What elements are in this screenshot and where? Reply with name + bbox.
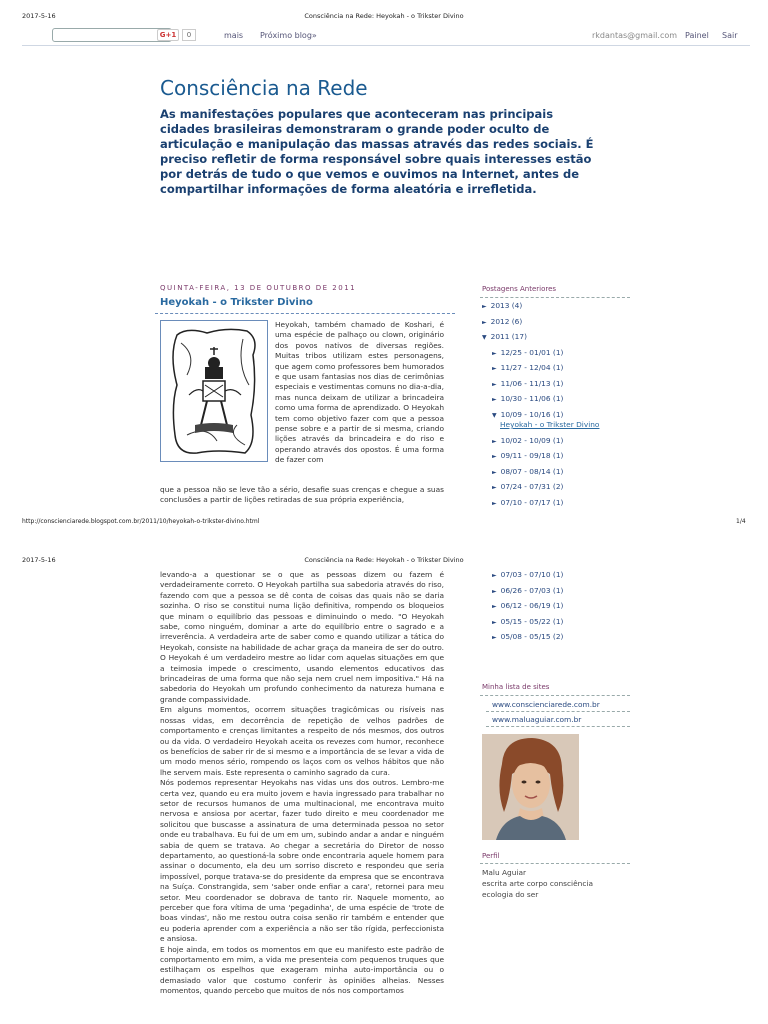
archive-item-label: 10/30 - 11/06 (1) [500, 394, 564, 403]
archive-post-link[interactable] [500, 420, 599, 429]
archive-item-label: 07/24 - 07/31 (2) [500, 482, 564, 491]
archive-item[interactable] [492, 482, 563, 491]
dashboard-link[interactable]: Painel [685, 31, 709, 40]
user-email: rkdantas@gmail.com [592, 31, 678, 40]
archive-item-label: 2011 (17) [490, 332, 527, 341]
profile-photo-icon [482, 734, 579, 840]
blog-title[interactable]: Consciência na Rede [160, 76, 368, 100]
profile-divider [480, 863, 630, 864]
post-body-page2 [160, 570, 444, 997]
archive-item[interactable] [492, 586, 563, 595]
print-title: Consciência na Rede: Heyokah - o Trikster Divino [304, 12, 464, 20]
collapsed-arrow-icon[interactable]: ► [492, 468, 497, 476]
site-link[interactable]: www.conscienciarede.com.br [492, 700, 600, 709]
post-body-continuation: que a pessoa não se leve tão a sério, desafie suas crenças e chegue a suas conclusões a partir de lições retiradas de sua própria experiência, [160, 485, 444, 505]
heyokah-illustration[interactable] [160, 320, 268, 462]
archive-item[interactable] [492, 436, 563, 445]
collapsed-arrow-icon[interactable]: ► [482, 303, 487, 310]
post-date: QUINTA-FEIRA, 13 DE OUTUBRO DE 2011 [160, 284, 357, 292]
archive-item-label: 2013 (4) [490, 301, 523, 310]
archive-item[interactable] [492, 451, 563, 460]
heyokah-drawing-icon [167, 325, 263, 459]
post-paragraph: E hoje ainda, em todos os momentos em que eu manifesto este padrão de comportamento em mim, a vida me presenteia com pequenos truques que estilhaçam os espelhos que exageram minha auto-importância ou o demasiado valor que costumo conferir às opiniões alheias. Nesses momentos, quando percebo que muitos de nós nos comportamos [160, 944, 444, 996]
archive-item-label: 12/25 - 01/01 (1) [500, 347, 564, 357]
site-link[interactable]: www.maluaguiar.com.br [492, 715, 582, 724]
collapsed-arrow-icon[interactable]: ► [492, 484, 497, 491]
archive-item[interactable] [482, 317, 522, 326]
collapsed-arrow-icon[interactable]: ► [492, 349, 497, 357]
sites-heading: Minha lista de sites [482, 683, 550, 691]
profile-description: escrita arte corpo consciência [482, 879, 593, 888]
post-body-intro: Heyokah, também chamado de Koshari, é uma espécie de palhaço ou clown, originário dos povos nativos de diversas regiões. Muitas tribos utilizam estes personagens, que agem como professores bem humorados e que usam fantasias nos dias de cerimônias especiais e vestimentas comuns no dia-a-dia, mas nunca deixam de utilizar a brincadeira como uma forma de aprendizado. O Heyokah tem como objetivo fazer com que a pessoa pense sobre e a partir de si mesma, criando lições através da brincadeira e do riso e operando através dos opostos. É uma forma de fazer com [275, 320, 444, 465]
profile-photo[interactable] [482, 734, 579, 840]
profile-heading: Perfil [482, 852, 500, 860]
post-paragraph: Em alguns momentos, ocorrem situações tragicômicas ou risíveis nas nossas vidas, em decorrência de repetição de velhos padrões de comportamento e crenças limitantes a respeito de nós mesmos, dos outros ou da vida. O verdadeiro Heyokah aceita os revezes com humor, reconhece os benefícios de saber rir de si mesmo e a importância de se levar a vida de um modo menos sério, rompendo os laços com os velhos hábitos que não lhe servem mais. Este representa o caminho sagrado da cura. [160, 705, 444, 777]
post-title-divider [155, 313, 455, 314]
post-title[interactable]: Heyokah - o Trikster Divino [160, 297, 313, 308]
collapsed-arrow-icon[interactable]: ► [492, 634, 497, 641]
more-link[interactable]: mais [224, 31, 244, 40]
expanded-arrow-icon[interactable]: ▼ [482, 334, 487, 341]
profile-name[interactable]: Malu Aguiar [482, 868, 527, 877]
print-date: 2017-5-16 [22, 12, 56, 20]
archive-item[interactable] [492, 410, 563, 419]
collapsed-arrow-icon[interactable]: ► [482, 318, 487, 326]
collapsed-arrow-icon[interactable]: ► [492, 380, 497, 388]
gplus-count: 0 [182, 29, 196, 41]
archive-item[interactable] [482, 301, 522, 310]
archive-item-label: 05/15 - 05/22 (1) [500, 616, 564, 626]
archive-item-label: 09/11 - 09/18 (1) [500, 451, 564, 460]
print-title-page2: Consciência na Rede: Heyokah - o Trikster Divino [304, 556, 464, 564]
archive-item[interactable] [492, 363, 563, 372]
blogger-navbar [22, 24, 750, 46]
sites-divider [480, 695, 630, 696]
collapsed-arrow-icon[interactable]: ► [492, 453, 497, 460]
sites-item-divider [486, 711, 630, 712]
navbar-search-input[interactable] [52, 28, 172, 42]
archive-item[interactable] [492, 498, 563, 507]
archive-item[interactable] [492, 467, 563, 476]
collapsed-arrow-icon[interactable]: ► [492, 572, 497, 579]
post-paragraph: Nós podemos representar Heyokahs nas vidas uns dos outros. Lembro-me certa vez, quando eu era muito jovem e havia ingressado para trabalhar no setor de recursos humanos de uma multinacional, me encontrava muito nervosa e ansiosa por acertar, fazer tudo direito e meu coordenador me solicitou que buscasse a assinatura de uma determinada pessoa no setor onde eu trabalhava. Eu fui de um em um, subindo andar a andar e ninguém sabia de quem se tratava. Ao chegar a secretária do Diretor de nosso departamento, ao questioná-la sobre onde encontraria aquele homem para assinar o documento, ela deu um sorriso discreto e respondeu que seria impossível, porque tratava-se do presidente da empresa que se encontrava na Suíça. Constrangida, sem 'saber onde enfiar a cara', retornei para meu setor. Meu coordenador se dobrava de tanto rir. Naquele momento, ao perceber que fora vítima de uma 'pegadinha', de uma espécie de 'trote de boas vindas', não me restou outra coisa senão rir também e entender que eu poderia aprender com a experiência a não ser tão rígida, perfeccionista e ansiosa. [160, 778, 444, 944]
print-date-page2: 2017-5-16 [22, 556, 56, 564]
archive-divider [480, 297, 630, 298]
print-page-number: 1/4 [736, 518, 746, 525]
archive-heading: Postagens Anteriores [482, 285, 557, 293]
print-url: http://conscienciarede.blogspot.com.br/2011/10/heyokah-o-trikster-divino.html [22, 518, 260, 525]
collapsed-arrow-icon[interactable]: ► [492, 396, 497, 403]
sites-item-divider [486, 726, 630, 727]
collapsed-arrow-icon[interactable]: ► [492, 499, 497, 507]
collapsed-arrow-icon[interactable]: ► [492, 603, 497, 610]
archive-item-label: 07/10 - 07/17 (1) [500, 497, 564, 507]
gplus-button[interactable]: G+1 [157, 29, 179, 41]
archive-item[interactable] [492, 601, 563, 610]
archive-item[interactable] [492, 348, 563, 357]
collapsed-arrow-icon[interactable]: ► [492, 618, 497, 626]
archive-item-label: Heyokah - o Trikster Divino [500, 420, 600, 429]
next-blog-link[interactable]: Próximo blog» [260, 31, 317, 40]
collapsed-arrow-icon[interactable]: ► [492, 365, 497, 372]
archive-item[interactable] [492, 394, 563, 403]
collapsed-arrow-icon[interactable]: ► [492, 437, 497, 445]
archive-item-label: 06/26 - 07/03 (1) [500, 585, 564, 595]
archive-item-label: 08/07 - 08/14 (1) [500, 466, 564, 476]
collapsed-arrow-icon[interactable]: ► [492, 587, 497, 595]
archive-item[interactable] [482, 332, 527, 341]
signout-link[interactable]: Sair [722, 31, 738, 40]
archive-item-label: 06/12 - 06/19 (1) [500, 601, 564, 610]
archive-item[interactable] [492, 570, 563, 579]
archive-item[interactable] [492, 632, 563, 641]
archive-item-label: 07/03 - 07/10 (1) [500, 570, 564, 579]
archive-item[interactable] [492, 379, 563, 388]
archive-item-label: 11/06 - 11/13 (1) [500, 378, 564, 388]
expanded-arrow-icon[interactable]: ▼ [492, 411, 497, 419]
archive-item-label: 10/02 - 10/09 (1) [500, 435, 564, 445]
archive-item-label: 2012 (6) [490, 316, 523, 326]
archive-item-label: 11/27 - 12/04 (1) [500, 363, 564, 372]
archive-item-label: 05/08 - 05/15 (2) [500, 632, 564, 641]
profile-description: ecologia do ser [482, 890, 539, 899]
archive-item[interactable] [492, 617, 563, 626]
post-paragraph: levando-a a questionar se o que as pessoas dizem ou fazem é verdadeiramente correto. O Heyokah partilha sua sabedoria através do riso, fazendo com que a pessoa se dê conta de coisas das quais não se daria sozinha. O riso se constitui numa lição definitiva, rompendo os bloqueios que minam o equilíbrio das pessoas e diminuindo o medo. "O Heyokah sabe, como ninguém, dominar a arte do equilíbrio entre o sagrado e a irreverência. A verdadeira arte de saber como e quando utilizar a tática do Heyokah, consiste na habilidade de achar graça da maneira de ser do outro. O Heyokah é um verdadeiro mestre ao lidar com aquelas situações em que a teimosia impede o crescimento, usando elementos educativos das brincadeiras de uma forma que não seja nem cruel nem impositiva." Há na sabedoria do Heyokah um profundo conhecimento da natureza humana e grande compassividade. [160, 570, 444, 704]
blog-description: As manifestações populares que aconteceram nas principais cidades brasileiras demonstraram o grande poder oculto de articulação e manipulação das massas através das redes sociais. É preciso refletir de forma responsável sobre quais interesses estão por detrás de tudo o que vemos e ouvimos na Internet, antes de compartilhar informações de forma aleatória e irrefletida. [160, 107, 594, 196]
archive-item-label: 10/09 - 10/16 (1) [500, 409, 564, 419]
